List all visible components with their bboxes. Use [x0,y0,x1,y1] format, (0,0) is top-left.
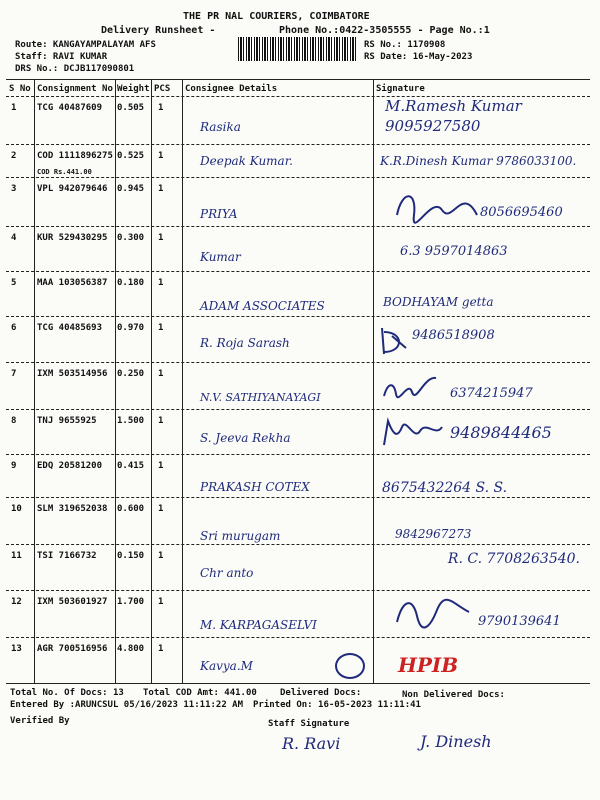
entered-by: Entered By :ARUNCSUL 05/16/2023 11:11:22 AM [10,700,243,710]
table-row [0,639,600,685]
consignee-name: Deepak Kumar. [200,154,293,168]
delivered-docs: Delivered Docs: [280,688,362,698]
recipient-signature: 9486518908 [412,328,495,343]
row-sno: 3 [11,184,17,194]
recipient-signature: BODHAYAM getta [383,295,494,309]
consignee-name: Kavya.M [200,659,253,673]
recipient-signature: 8675432264 S. S. [382,480,508,496]
table-row [0,228,600,274]
table-row [0,546,600,592]
signature-scribble [380,372,440,406]
staff-signature-label: Staff Signature [268,719,350,729]
table-row [0,411,600,457]
col-signature: Signature [376,84,425,94]
row-sno: 9 [11,461,17,471]
non-delivered-docs: Non Delivered Docs: [402,690,505,700]
consignee-name: M. KARPAGASELVI [200,618,317,632]
recipient-signature: R. C. 7708263540. [447,551,580,567]
pieces: 1 [158,233,164,243]
total-cod-amount: Total COD Amt: 441.00 [143,688,257,698]
row-divider [6,177,590,178]
consignment-number: EDQ 20581200 [37,461,103,471]
consignment-number: TNJ 9655925 [37,416,97,426]
consignment-number: IXM 503601927 [37,597,108,607]
consignee-name: PRIYA [200,207,238,221]
row-sno: 2 [11,151,17,161]
delivery-stamp: HPIB [398,653,459,677]
recipient-signature: 8056695460 [480,205,563,220]
table-row [0,98,600,144]
cod-amount: COD Rs.441.00 [37,168,92,176]
recipient-signature: 6.3 9597014863 [400,244,508,259]
consignee-name: ADAM ASSOCIATES [200,299,325,313]
company-title: THE PR NAL COURIERS, COIMBATORE [183,11,370,22]
consignment-number: IXM 503514956 [37,369,108,379]
consignee-name: R. Roja Sarash [200,336,290,350]
row-sno: 8 [11,416,17,426]
row-divider [6,497,590,498]
pieces: 1 [158,184,164,194]
staff-signature: R. Ravi [282,734,341,753]
row-divider [6,637,590,638]
circle-mark [335,653,365,679]
consignment-number: TCG 40487609 [37,103,103,113]
row-sno: 1 [11,103,17,113]
consignee-name: Rasika [200,120,241,134]
consignee-name: Kumar [200,250,241,264]
consignment-number: SLM 319652038 [37,504,108,514]
col-consignment: Consignment No [37,84,113,94]
weight: 0.150 [117,551,145,561]
signature-scribble [392,185,482,225]
row-divider [6,454,590,455]
drs-number: DRS No.: DCJB117090801 [15,64,135,74]
row-divider [6,226,590,227]
row-divider [6,316,590,317]
col-pcs: PCS [154,84,171,94]
recipient-signature: K.R.Dinesh Kumar 9786033100. [380,154,577,168]
consignee-name: N.V. SATHIYANAYAGI [200,391,321,404]
table-row [0,456,600,502]
row-sno: 4 [11,233,17,243]
row-sno: 5 [11,278,17,288]
col-sno: S No [9,84,31,94]
row-divider [6,271,590,272]
staff-signature-2: J. Dinesh [420,732,492,751]
row-divider [6,544,590,545]
recipient-signature: M.Ramesh Kumar 9095927580 [385,97,522,135]
weight: 0.505 [117,103,145,113]
consignee-name: S. Jeeva Rekha [200,431,291,445]
table-row [0,364,600,410]
pieces: 1 [158,416,164,426]
table-row [0,273,600,319]
table-bottom-border [6,683,590,684]
weight: 4.800 [117,644,145,654]
runsheet-title: Delivery Runsheet - [101,25,216,36]
pieces: 1 [158,504,164,514]
weight: 1.700 [117,597,145,607]
recipient-signature: 9790139641 [478,614,561,629]
row-sno: 7 [11,369,17,379]
consignment-number: TSI 7166732 [37,551,97,561]
row-sno: 12 [11,597,22,607]
recipient-signature: 6374215947 [450,386,533,401]
pieces: 1 [158,103,164,113]
pieces: 1 [158,551,164,561]
consignee-name: Sri murugam [200,529,281,543]
row-sno: 11 [11,551,22,561]
pieces: 1 [158,369,164,379]
phone-page-info: Phone No.:0422-3505555 - Page No.:1 [279,25,490,36]
consignee-name: PRAKASH COTEX [200,480,310,494]
weight: 0.970 [117,323,145,333]
consignment-number: AGR 700516956 [37,644,108,654]
consignee-name: Chr anto [200,566,254,580]
weight: 0.945 [117,184,145,194]
pieces: 1 [158,278,164,288]
weight: 0.525 [117,151,145,161]
table-top-border [6,79,590,80]
staff-label: Staff: RAVI KUMAR [15,52,108,62]
pieces: 1 [158,597,164,607]
consignment-number: KUR 529430295 [37,233,108,243]
recipient-signature: 9489844465 [450,423,552,442]
consignment-number: COD 1111896275 [37,151,113,161]
weight: 1.500 [117,416,145,426]
consignment-number: VPL 942079646 [37,184,108,194]
table-row [0,499,600,545]
row-sno: 10 [11,504,22,514]
table-row [0,179,600,225]
row-divider [6,590,590,591]
col-consignee-details: Consignee Details [185,84,278,94]
rs-number: RS No.: 1170908 [364,40,446,50]
row-divider [6,144,590,145]
row-sno: 13 [11,644,22,654]
table-row [0,592,600,638]
weight: 0.250 [117,369,145,379]
pieces: 1 [158,461,164,471]
weight: 0.300 [117,233,145,243]
rs-date: RS Date: 16-May-2023 [364,52,473,62]
verified-by: Verified By [10,716,70,726]
pieces: 1 [158,644,164,654]
barcode [238,37,356,61]
weight: 0.180 [117,278,145,288]
recipient-signature: 9842967273 [395,527,472,541]
weight: 0.415 [117,461,145,471]
weight: 0.600 [117,504,145,514]
pieces: 1 [158,323,164,333]
col-weight: Weight [117,84,150,94]
consignment-number: TCG 40485693 [37,323,103,333]
row-divider [6,409,590,410]
signature-scribble [393,596,473,632]
consignment-number: MAA 103056387 [37,278,108,288]
pieces: 1 [158,151,164,161]
signature-scribble [378,324,414,358]
table-row [0,318,600,364]
row-sno: 6 [11,323,17,333]
row-divider [6,362,590,363]
total-docs: Total No. Of Docs: 13 [10,688,124,698]
printed-on: Printed On: 16-05-2023 11:11:41 [253,700,421,710]
route-label: Route: KANGAYAMPALAYAM AFS [15,40,156,50]
signature-scribble [380,417,446,451]
